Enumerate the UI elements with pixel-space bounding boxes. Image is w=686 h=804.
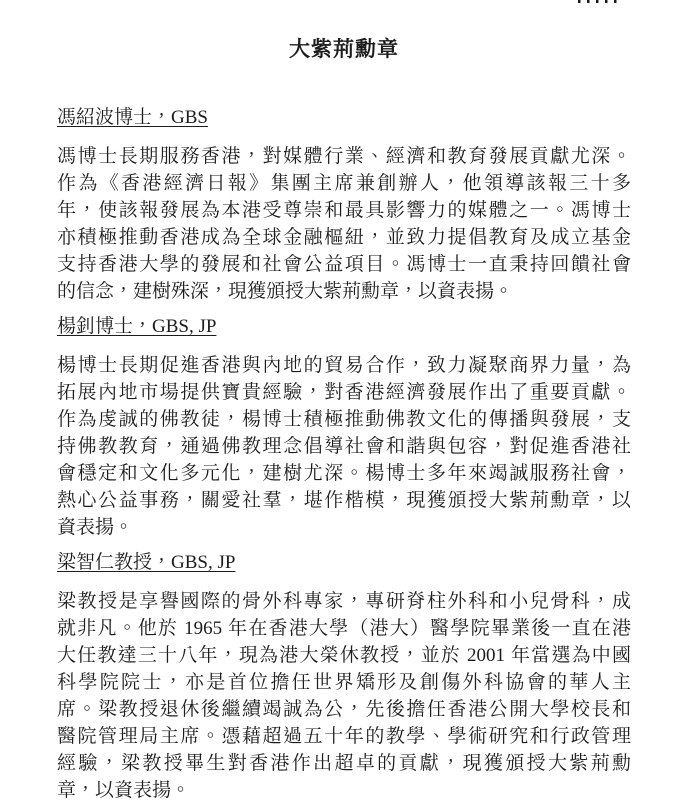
award-recipient-section — [57, 313, 631, 541]
citation-line: 持佛教教育，通過佛教理念倡導社會和諧與包容，對促進香港社 — [57, 436, 631, 457]
citation-line: 支持香港大學的發展和社會公益項目。馮博士一直秉持回饋社會 — [57, 254, 631, 275]
citation-line: 年，使該報發展為本港受尊崇和最具影響力的媒體之一。馮博士 — [57, 200, 631, 221]
document-title: 大紫荊勳章 — [289, 37, 399, 61]
award-recipient-section — [57, 549, 631, 804]
citation-paragraph — [57, 143, 631, 305]
award-recipient-section — [57, 104, 631, 305]
citation-line: 亦積極推動香港成為全球金融樞紐，並致力提倡教育及成立基金 — [57, 227, 631, 248]
citation-line: 的信念，建樹殊深，現獲頒授大紫荊勳章，以資表揚。 — [57, 281, 514, 302]
citation-line: 作為《香港經濟日報》集團主席兼創辦人，他領導該報三十多 — [57, 173, 631, 194]
citation-line: 席。梁教授退休後繼續竭誠為公，先後擔任香港公開大學校長和 — [57, 699, 631, 720]
citation-paragraph — [57, 588, 631, 804]
cropped-corner-text-marks — [578, 0, 621, 3]
citation-line: 熱心公益事務，關愛社羣，堪作楷模，現獲頒授大紫荊勳章，以 — [57, 490, 631, 511]
citation-line: 章，以資表揚。 — [57, 780, 191, 801]
citation-line: 作為虔誠的佛教徒，楊博士積極推動佛教文化的傳播與發展，支 — [57, 409, 631, 430]
recipient-name-heading: 梁智仁教授，GBS, JP — [57, 552, 236, 573]
citation-paragraph — [57, 352, 631, 541]
citation-line: 資表揚。 — [57, 517, 134, 538]
recipient-name-heading: 馮紹波博士，GBS — [57, 107, 208, 128]
citation-line: 楊博士長期促進香港與內地的貿易合作，致力凝聚商界力量，為 — [57, 355, 631, 376]
citation-line: 大任教達三十八年，現為港大榮休教授，並於 2001 年當選為中國 — [57, 645, 631, 666]
citation-line: 科學院院士，亦是首位擔任世界矯形及創傷外科協會的華人主 — [57, 672, 631, 693]
citation-line: 醫院管理局主席。憑藉超過五十年的教學、學術研究和行政管理 — [57, 726, 631, 747]
recipient-name-heading: 楊釗博士，GBS, JP — [57, 316, 217, 337]
citation-line: 馮博士長期服務香港，對媒體行業、經濟和教育發展貢獻尤深。 — [57, 146, 631, 167]
citation-line: 梁教授是享譽國際的骨外科專家，專研脊柱外科和小兒骨科，成 — [57, 591, 631, 612]
citation-line: 會穩定和文化多元化，建樹尤深。楊博士多年來竭誠服務社會， — [57, 463, 631, 484]
citation-line: 經驗，梁教授畢生對香港作出超卓的貢獻，現獲頒授大紫荊勳 — [57, 753, 631, 774]
citation-line: 就非凡。他於 1965 年在香港大學（港大）醫學院畢業後一直在港 — [57, 618, 631, 639]
citation-line: 拓展內地市場提供寶貴經驗，對香港經濟發展作出了重要貢獻。 — [57, 382, 631, 403]
